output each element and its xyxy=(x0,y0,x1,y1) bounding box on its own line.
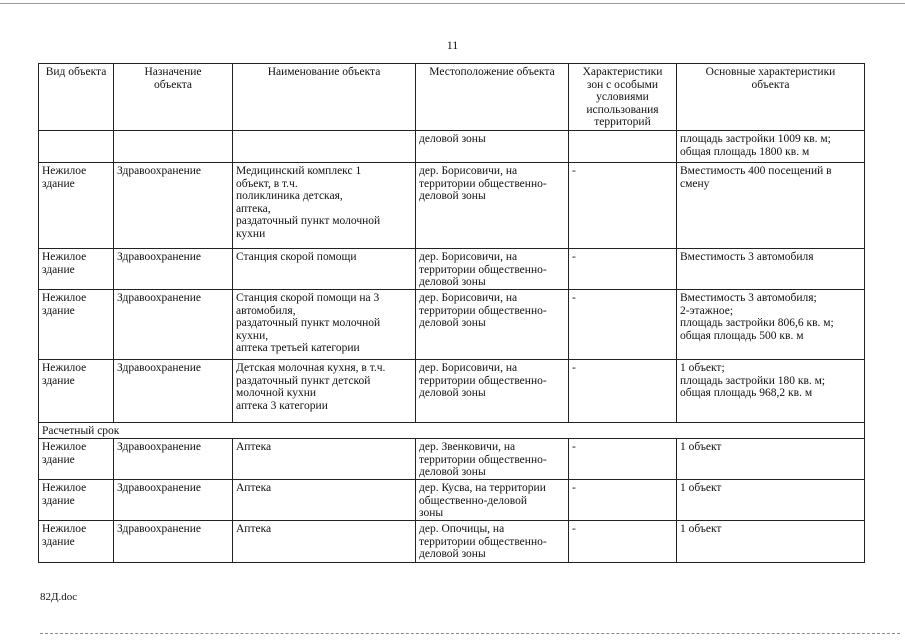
cell-type: Нежилое здание xyxy=(39,360,114,423)
cell-location: дер. Борисовичи, на территории общественно- деловой зоны xyxy=(416,249,569,290)
cell-name: Аптека xyxy=(233,521,416,563)
cell-zones: - xyxy=(569,439,677,480)
cell-name: Детская молочная кухня, в т.ч. раздаточный пункт детской молочной кухни аптека 3 категории xyxy=(233,360,416,423)
cell-zones: - xyxy=(569,521,677,563)
cell-characteristics: Вместимость 3 автомобиля; 2-этажное; площадь застройки 806,6 кв. м; общая площадь 500 кв. м xyxy=(677,290,865,360)
cell-purpose: Здравоохранение xyxy=(114,163,233,249)
page-number: 11 xyxy=(446,38,459,52)
header-special-zones: Характеристики зон с особыми условиями использования территорий xyxy=(569,64,677,131)
cell-type xyxy=(39,131,114,163)
scan-edge-top xyxy=(0,3,905,4)
cell-purpose: Здравоохранение xyxy=(114,360,233,423)
objects-table xyxy=(38,63,865,563)
cell-characteristics: 1 объект; площадь застройки 180 кв. м; общая площадь 968,2 кв. м xyxy=(677,360,865,423)
table-row xyxy=(39,131,865,163)
table-row xyxy=(39,290,865,360)
cell-location: дер. Опочицы, на территории общественно- деловой зоны xyxy=(416,521,569,563)
table-row xyxy=(39,249,865,290)
cell-zones xyxy=(569,131,677,163)
cell-characteristics: 1 объект xyxy=(677,521,865,563)
cell-purpose: Здравоохранение xyxy=(114,521,233,563)
cell-characteristics: площадь застройки 1009 кв. м; общая площадь 1800 кв. м xyxy=(677,131,865,163)
cell-name: Медицинский комплекс 1 объект, в т.ч. поликлиника детская, аптека, раздаточный пункт молочной кухни xyxy=(233,163,416,249)
cell-type: Нежилое здание xyxy=(39,290,114,360)
cell-name: Станция скорой помощи xyxy=(233,249,416,290)
cell-type: Нежилое здание xyxy=(39,480,114,521)
header-object-purpose: Назначение объекта xyxy=(114,64,233,131)
cell-location: дер. Борисовичи, на территории общественно- деловой зоны xyxy=(416,290,569,360)
cell-zones: - xyxy=(569,480,677,521)
cell-purpose: Здравоохранение xyxy=(114,439,233,480)
table-row xyxy=(39,480,865,521)
cell-name: Станция скорой помощи на 3 автомобиля, раздаточный пункт молочной кухни, аптека третьей категории xyxy=(233,290,416,360)
table-row xyxy=(39,521,865,563)
section-label: Расчетный срок xyxy=(39,423,865,439)
cell-name: Аптека xyxy=(233,480,416,521)
cell-purpose: Здравоохранение xyxy=(114,480,233,521)
cell-location: дер. Борисовичи, на территории общественно- деловой зоны xyxy=(416,360,569,423)
header-object-name: Наименование объекта xyxy=(233,64,416,131)
cell-purpose: Здравоохранение xyxy=(114,290,233,360)
header-object-location: Местоположение объекта xyxy=(416,64,569,131)
table-row xyxy=(39,439,865,480)
footer-file-name: 82Д.doc xyxy=(40,591,78,603)
cell-purpose xyxy=(114,131,233,163)
cell-name: Аптека xyxy=(233,439,416,480)
cell-zones: - xyxy=(569,360,677,423)
cell-characteristics: Вместимость 400 посещений в смену xyxy=(677,163,865,249)
header-object-type: Вид объекта xyxy=(39,64,114,131)
cell-name xyxy=(233,131,416,163)
cell-zones: - xyxy=(569,249,677,290)
cell-purpose: Здравоохранение xyxy=(114,249,233,290)
cell-type: Нежилое здание xyxy=(39,439,114,480)
scan-edge-bottom xyxy=(40,633,900,634)
cell-type: Нежилое здание xyxy=(39,163,114,249)
cell-zones: - xyxy=(569,163,677,249)
cell-characteristics: 1 объект xyxy=(677,439,865,480)
header-main-characteristics: Основные характеристики объекта xyxy=(677,64,865,131)
table-header-row xyxy=(39,64,865,131)
cell-zones: - xyxy=(569,290,677,360)
cell-type: Нежилое здание xyxy=(39,249,114,290)
cell-characteristics: Вместимость 3 автомобиля xyxy=(677,249,865,290)
table-row xyxy=(39,163,865,249)
cell-location: дер. Борисовичи, на территории общественно- деловой зоны xyxy=(416,163,569,249)
cell-type: Нежилое здание xyxy=(39,521,114,563)
section-row xyxy=(39,423,865,439)
cell-characteristics: 1 объект xyxy=(677,480,865,521)
cell-location: дер. Звенковичи, на территории общественно- деловой зоны xyxy=(416,439,569,480)
cell-location: деловой зоны xyxy=(416,131,569,163)
table-row xyxy=(39,360,865,423)
cell-location: дер. Кусва, на территории общественно-деловой зоны xyxy=(416,480,569,521)
